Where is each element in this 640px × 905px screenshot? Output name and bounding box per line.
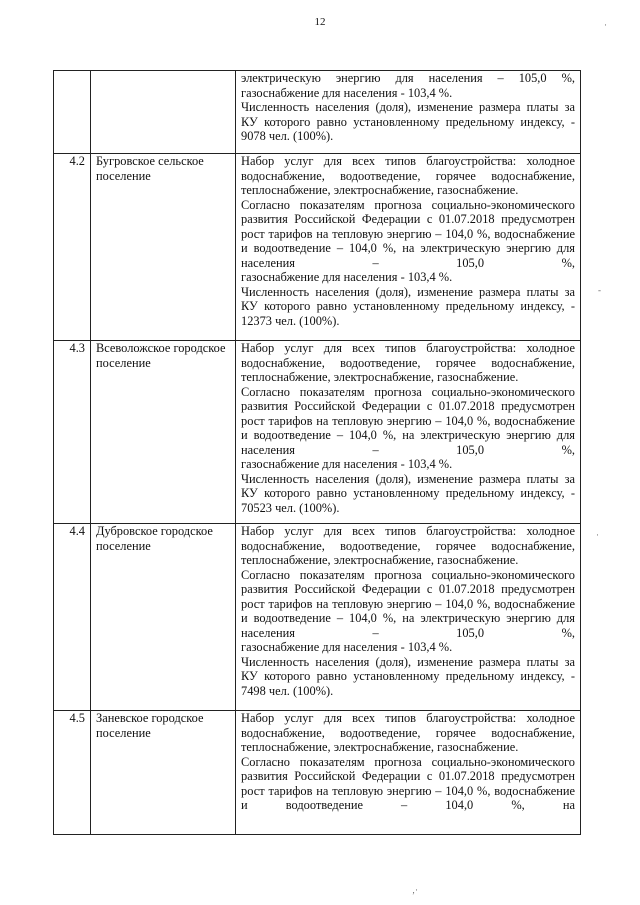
settlement-name: Всеволожское городское поселение — [91, 341, 236, 524]
tariff-description — [236, 524, 581, 711]
row-number: 4.2 — [54, 154, 91, 341]
table-body — [54, 71, 581, 835]
settlement-name: Дубровское городское поселение — [91, 524, 236, 711]
description-paragraph: Численность населения (доля), изменение размера платы за КУ которого равно установленному предельному индексу, - 12373 чел. (100%). — [241, 284, 575, 328]
settlement-name: Бугровское сельское поселение — [91, 154, 236, 341]
description-paragraph: газоснабжение для населения - 103,4 %. — [241, 640, 453, 654]
description-paragraph: Набор услуг для всех типов благоустройства: холодное водоснабжение, водоотведение, горячее водоснабжение, теплоснабжение, электроснабжение, газоснабжение. — [241, 524, 575, 567]
row-number — [54, 71, 91, 154]
table-row — [54, 524, 581, 711]
table-row — [54, 71, 581, 154]
description-paragraph: Набор услуг для всех типов благоустройства: холодное водоснабжение, водоотведение, горячее водоснабжение, теплоснабжение, электроснабжение, газоснабжение. — [241, 341, 575, 384]
description-paragraph: Согласно показателям прогноза социально-экономического развития Российской Федерации с 01.07.2018 предусмотрен рост тарифов на тепловую энергию – 104,0 %, водоснабжение и водоотведение – 104,0 %, на электрическую энергию для населения – 105,0 %, — [241, 197, 575, 270]
description-paragraph: Согласно показателям прогноза социально-экономического развития Российской Федерации с 01.07.2018 предусмотрен рост тарифов на тепловую энергию – 104,0 %, водоснабжение и водоотведение – 104,0 %, на электрическую энергию для населения – 105,0 %, — [241, 567, 575, 640]
description-paragraph: Набор услуг для всех типов благоустройства: холодное водоснабжение, водоотведение, горячее водоснабжение, теплоснабжение, электроснабжение, газоснабжение. — [241, 154, 575, 197]
row-number: 4.4 — [54, 524, 91, 711]
scan-mark: · — [596, 530, 599, 540]
scan-mark: · — [604, 20, 607, 30]
row-number: 4.5 — [54, 711, 91, 835]
description-paragraph: Численность населения (доля), изменение размера платы за КУ которого равно установленному предельному индексу, - 70523 чел. (100%). — [241, 471, 575, 515]
tariff-description — [236, 154, 581, 341]
description-paragraph: Набор услуг для всех типов благоустройства: холодное водоснабжение, водоотведение, горячее водоснабжение, теплоснабжение, электроснабжение, газоснабжение. — [241, 711, 575, 754]
tariff-description — [236, 71, 581, 154]
description-paragraph: электрическую энергию для населения – 105,0 %, — [241, 71, 575, 85]
description-paragraph: газоснабжение для населения - 103,4 %. — [241, 85, 453, 100]
scan-mark: ‚· — [412, 885, 418, 895]
settlement-name: Заневское городское поселение — [91, 711, 236, 835]
page-number: 12 — [314, 16, 326, 28]
tariff-description — [236, 711, 581, 835]
settlement-name — [91, 71, 236, 154]
table-row — [54, 341, 581, 524]
row-number: 4.3 — [54, 341, 91, 524]
description-paragraph: Согласно показателям прогноза социально-экономического развития Российской Федерации с 01.07.2018 предусмотрен рост тарифов на тепловую энергию – 104,0 %, водоснабжение и водоотведение – 104,0 %, на — [241, 754, 575, 812]
description-paragraph: Численность населения (доля), изменение размера платы за КУ которого равно установленному предельному индексу, - 9078 чел. (100%). — [241, 100, 575, 143]
table-row — [54, 154, 581, 341]
description-paragraph: газоснабжение для населения - 103,4 %. — [241, 457, 453, 471]
description-paragraph: Согласно показателям прогноза социально-экономического развития Российской Федерации с 01.07.2018 предусмотрен рост тарифов на тепловую энергию – 104,0 %, водоснабжение и водоотведение – 104,0 %, на электрическую энергию для населения – 105,0 %, — [241, 384, 575, 457]
tariff-table — [53, 70, 581, 835]
tariff-description — [236, 341, 581, 524]
table-row — [54, 711, 581, 835]
description-paragraph: Численность населения (доля), изменение размера платы за КУ которого равно установленному предельному индексу, - 7498 чел. (100%). — [241, 654, 575, 698]
description-paragraph: газоснабжение для населения - 103,4 %. — [241, 270, 453, 284]
scan-mark: - — [598, 285, 601, 295]
